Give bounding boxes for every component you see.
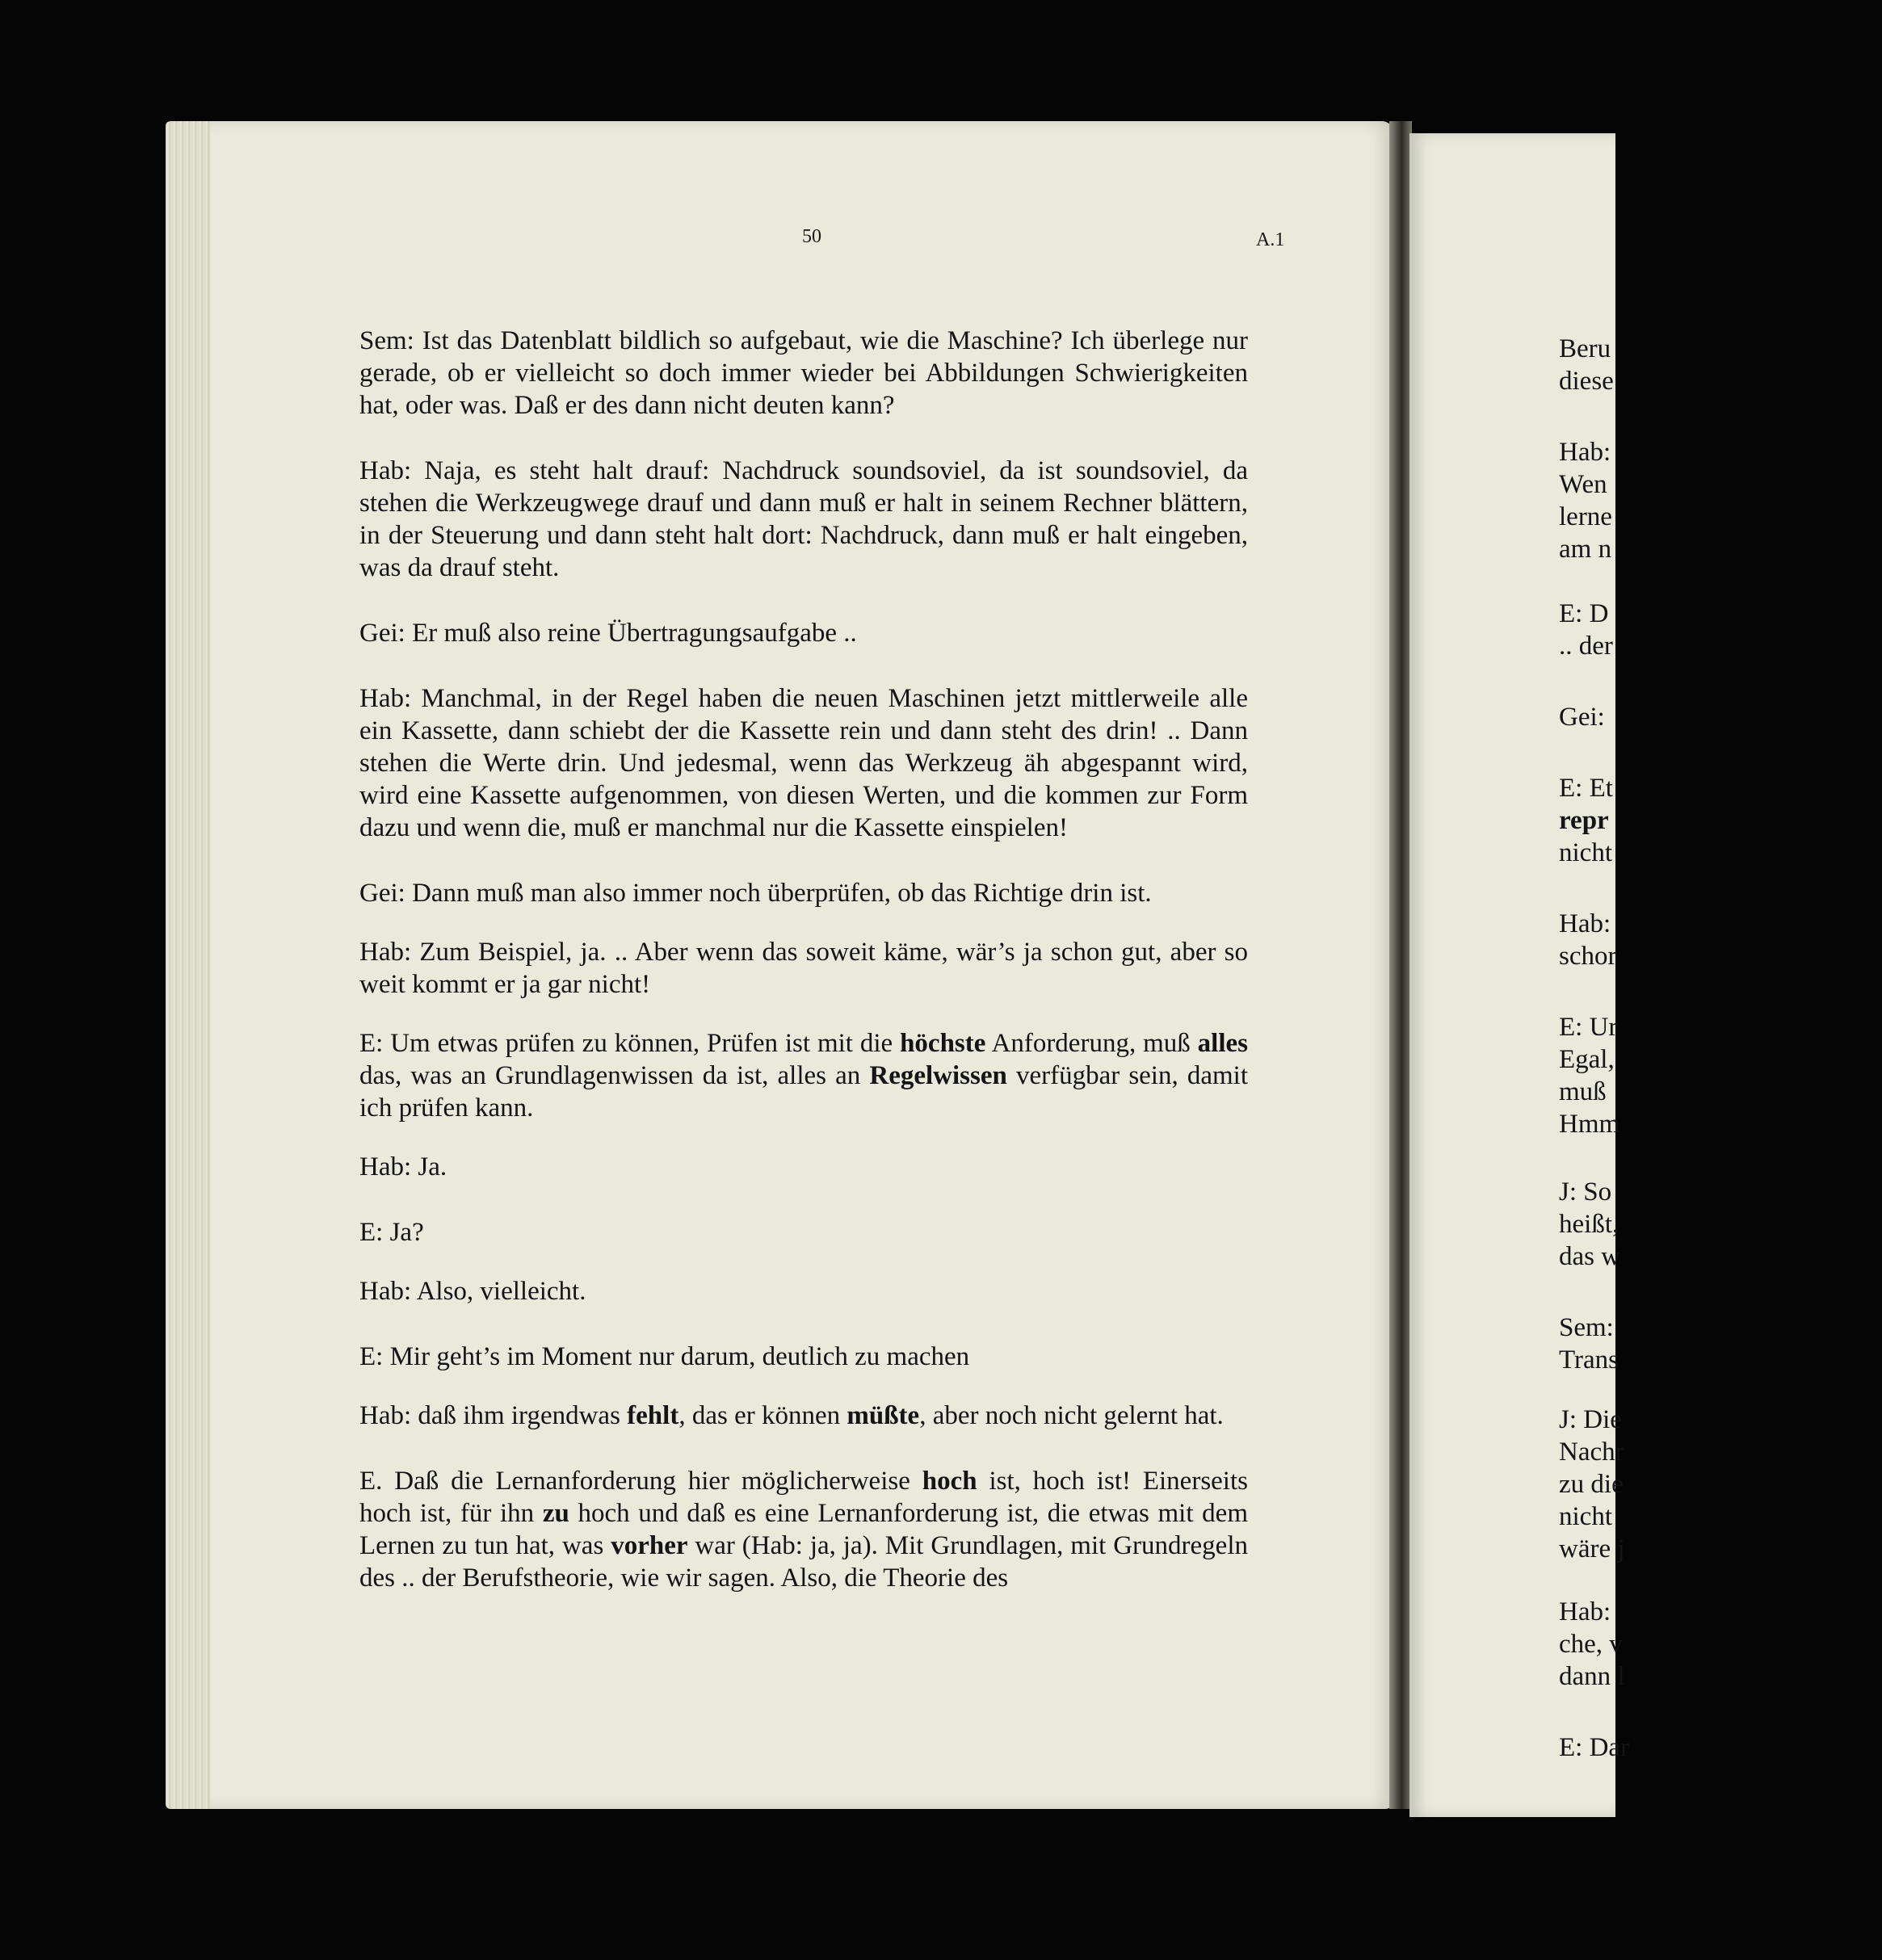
right-page-line: Egal,: [1559, 1045, 1615, 1074]
right-page-line: .. der: [1559, 632, 1613, 661]
right-page-line: Hab:: [1559, 438, 1611, 467]
right-page-line: Hab:: [1559, 1597, 1611, 1626]
right-page-line: diese: [1559, 367, 1614, 396]
right-page-line: muß: [1559, 1077, 1607, 1106]
right-page-line: Wen: [1559, 470, 1607, 499]
right-page-line: Beru: [1559, 334, 1611, 363]
right-page-line: Sem:: [1559, 1313, 1614, 1342]
right-page-line: lerne: [1559, 502, 1612, 531]
transcript-paragraph: Hab: Zum Beispiel, ja. .. Aber wenn das soweit käme, wär’s ja schon gut, aber so weit kommt er ja gar nicht!: [359, 938, 1248, 999]
transcript-paragraph: Sem: Ist das Datenblatt bildlich so aufgebaut, wie die Maschine? Ich überlege nur gerade, ob er vielleicht so doch immer wieder bei Abbildungen Schwierigkeiten hat, oder was. Daß er des dann nicht deuten kann?: [359, 326, 1248, 420]
right-page-line: das w: [1559, 1242, 1621, 1271]
transcript-paragraph: Hab: Ja.: [359, 1152, 447, 1181]
transcript-paragraph: Gei: Dann muß man also immer noch überprüfen, ob das Richtige drin ist.: [359, 879, 1152, 908]
right-page-line: che, v: [1559, 1630, 1623, 1659]
page-number: 50: [802, 226, 821, 247]
right-page-line: dann l: [1559, 1662, 1625, 1691]
right-page-line: J: Die: [1559, 1405, 1622, 1434]
right-page-line: am n: [1559, 535, 1612, 564]
transcript-paragraph: Gei: Er muß also reine Übertragungsaufgabe ..: [359, 619, 857, 648]
right-page-line: Gei:: [1559, 703, 1605, 732]
transcript-text: [359, 325, 1248, 1627]
transcript-paragraph: E. Daß die Lernanforderung hier möglicherweise hoch ist, hoch ist! Einerseits hoch ist, für ihn zu hoch und daß es eine Lernanforderung ist, die etwas mit dem Lernen zu tun hat, was vorher war (Hab: ja, ja). Mit Grundlagen, mit Grundregeln des .. der Berufstheorie, wie wir sagen. Also, die Theorie des: [359, 1467, 1248, 1593]
right-page-line: wäre j: [1559, 1534, 1625, 1563]
right-page-line: schor: [1559, 942, 1617, 971]
right-page-line: Hmm: [1559, 1110, 1620, 1139]
section-label: A.1: [1256, 229, 1285, 250]
book-gutter: [1389, 121, 1412, 1809]
transcript-paragraph: Hab: Naja, es steht halt drauf: Nachdruck soundsoviel, da ist soundsoviel, da stehen die Werkzeugwege drauf und dann muß er halt in seinem Rechner blättern, in der Steuerung und dann steht halt dort: Nachdruck, dann muß er halt eingeben, was da drauf steht.: [359, 456, 1248, 582]
right-page-line: nicht: [1559, 1502, 1612, 1531]
right-page-line: Trans: [1559, 1345, 1619, 1375]
right-page-line: E: Et: [1559, 774, 1613, 803]
right-page-line: heißt,: [1559, 1210, 1619, 1239]
right-page-line: E: D: [1559, 599, 1609, 628]
right-page-line: Nachr: [1559, 1437, 1624, 1467]
right-page-line: zu die: [1559, 1470, 1624, 1499]
right-page-line: nicht: [1559, 838, 1612, 867]
transcript-paragraph: E: Mir geht’s im Moment nur darum, deutlich zu machen: [359, 1342, 970, 1371]
transcript-paragraph: Hab: Also, vielleicht.: [359, 1277, 586, 1306]
transcript-paragraph: Hab: Manchmal, in der Regel haben die neuen Maschinen jetzt mittlerweile alle ein Kassette, dann schiebt der die Kassette rein und dann steht des drin! .. Dann stehen die Werte drin. Und jedesmal, wenn das Werkzeug äh abgespannt wird, wird eine Kassette aufgenommen, von diesen Werten, und die kommen zur Form dazu und wenn die, muß er manchmal nur die Kassette einspielen!: [359, 684, 1248, 842]
transcript-paragraph: E: Um etwas prüfen zu können, Prüfen ist mit die höchste Anforderung, muß alles das, was an Grundlagenwissen da ist, alles an Regelwissen verfügbar sein, damit ich prüfen kann.: [359, 1029, 1248, 1123]
right-page-line: J: So: [1559, 1177, 1612, 1207]
transcript-paragraph: E: Ja?: [359, 1218, 424, 1247]
right-page-line: Hab:: [1559, 909, 1611, 938]
transcript-paragraph: Hab: daß ihm irgendwas fehlt, das er können müßte, aber noch nicht gelernt hat.: [359, 1401, 1224, 1430]
right-page-line: repr: [1559, 806, 1609, 835]
right-page-line: E: Ur: [1559, 1013, 1618, 1042]
right-page-line: E: Dar: [1559, 1733, 1630, 1762]
